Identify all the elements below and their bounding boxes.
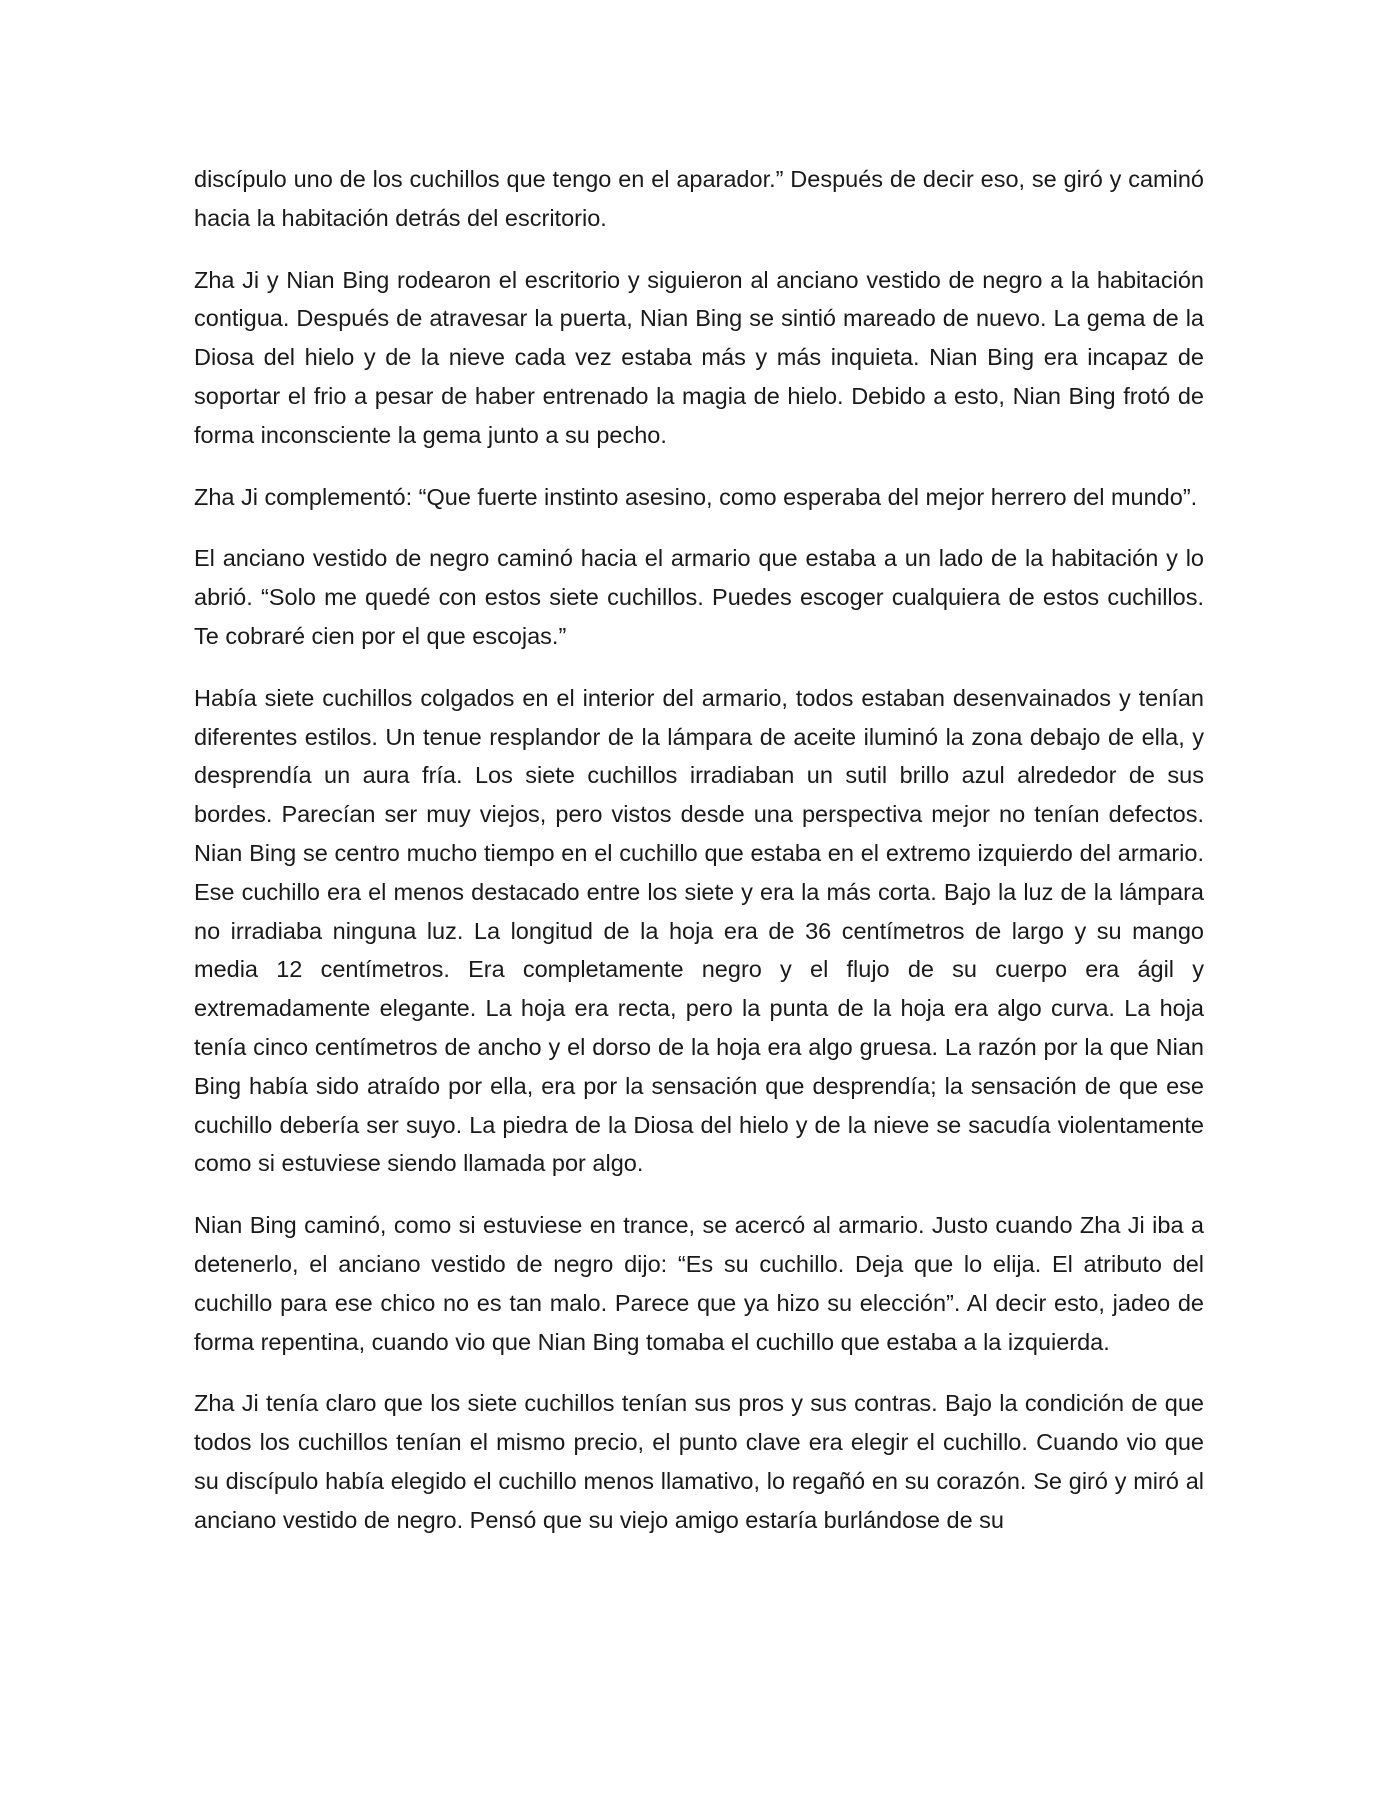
paragraph: Zha Ji y Nian Bing rodearon el escritorio y siguieron al anciano vestido de negro a la habitación contigua. Después de atravesar la puerta, Nian Bing se sintió mareado de nuevo. La gema de la Diosa del hielo y de la nieve cada vez estaba más y más inquieta. Nian Bing era incapaz de soportar el frio a pesar de haber entrenado la magia de hielo. Debido a esto, Nian Bing frotó de forma inconsciente la gema junto a su pecho. [194,266,1204,448]
paragraph: Nian Bing caminó, como si estuviese en trance, se acercó al armario. Justo cuando Zha Ji iba a detenerlo, el anciano vestido de negro dijo: “Es su cuchillo. Deja que lo elija. El atributo del cuchillo para ese chico no es tan malo. Parece que ya hizo su elección”. Al decir esto, jadeo de forma repentina, cuando vio que Nian Bing tomaba el cuchillo que estaba a la izquierda. [194,1212,1204,1355]
paragraph: Había siete cuchillos colgados en el interior del armario, todos estaban desenvainados y tenían diferentes estilos. Un tenue resplandor de la lámpara de aceite iluminó la zona debajo de ella, y desprendía un aura fría. Los siete cuchillos irradiaban un sutil brillo azul alrededor de sus bordes. Parecían ser muy viejos, pero vistos desde una perspectiva mejor no tenían defectos. Nian Bing se centro mucho tiempo en el cuchillo que estaba en el extremo izquierdo del armario. Ese cuchillo era el menos destacado entre los siete y era la más corta. Bajo la luz de la lámpara no irradiaba ninguna luz. La longitud de la hoja era de 36 centímetros de largo y su mango media 12 centímetros. Era completamente negro y el flujo de su cuerpo era ágil y extremadamente elegante. La hoja era recta, pero la punta de la hoja era algo curva. La hoja tenía cinco centímetros de ancho y el dorso de la hoja era algo gruesa. La razón por la que Nian Bing había sido atraído por ella, era por la sensación que desprendía; la sensación de que ese cuchillo debería ser suyo. La piedra de la Diosa del hielo y de la nieve se sacudía violentamente como si estuviese siendo llamada por algo. [194,684,1204,1177]
paragraph: Zha Ji tenía claro que los siete cuchillos tenían sus pros y sus contras. Bajo la condición de que todos los cuchillos tenían el mismo precio, el punto clave era elegir el cuchillo. Cuando vio que su discípulo había elegido el cuchillo menos llamativo, lo regañó en su corazón. Se giró y miró al anciano vestido de negro. Pensó que su viejo amigo estaría burlándose de su [194,1390,1204,1533]
paragraph: Zha Ji complementó: “Que fuerte instinto asesino, como esperaba del mejor herrero del mundo”. [194,483,1198,510]
document-body [194,160,1204,1540]
paragraph: discípulo uno de los cuchillos que tengo en el aparador.” Después de decir eso, se giró y caminó hacia la habitación detrás del escritorio. [194,166,1204,231]
paragraph: El anciano vestido de negro caminó hacia el armario que estaba a un lado de la habitación y lo abrió. “Solo me quedé con estos siete cuchillos. Puedes escoger cualquiera de estos cuchillos. Te cobraré cien por el que escojas.” [194,545,1204,649]
